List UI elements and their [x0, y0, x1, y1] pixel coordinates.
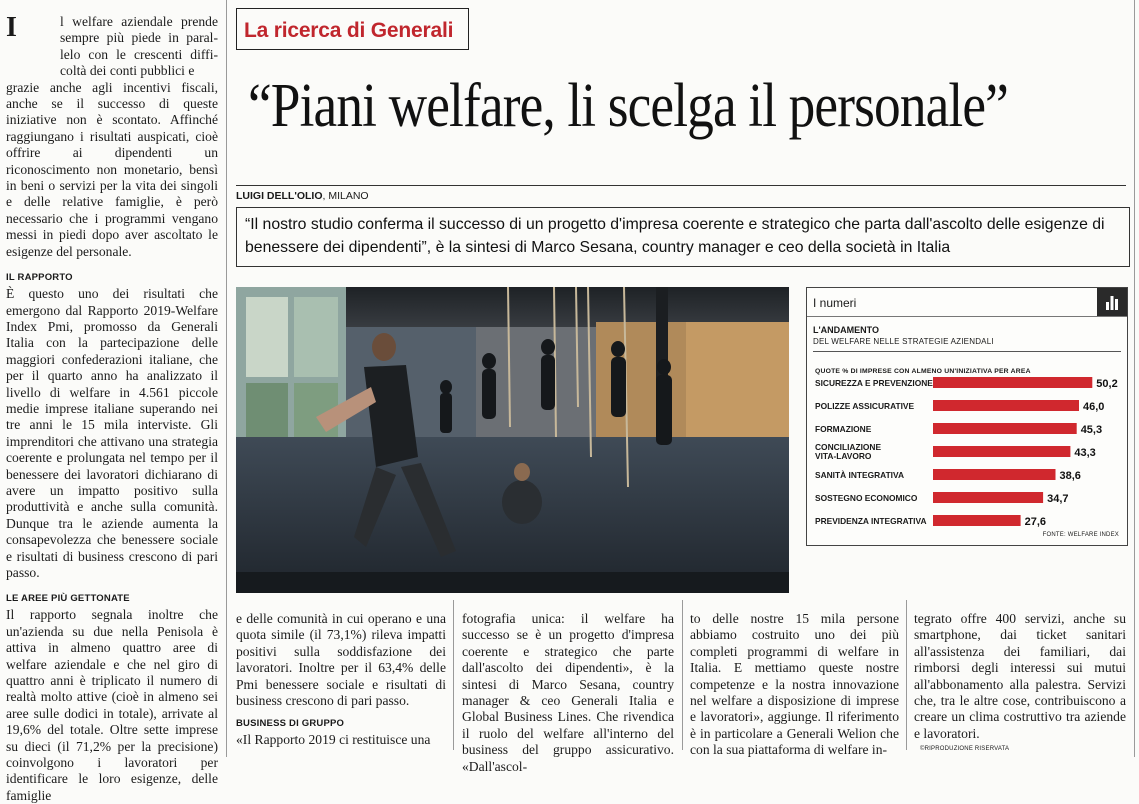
bar-value-label: 50,2 [1096, 378, 1118, 390]
bar-category-label: CONCILIAZIONE VITA-LAVORO [815, 442, 882, 461]
reproduction-note: ©RIPRODUZIONE RISERVATA [920, 746, 1010, 753]
bottom-column-3-text: to delle nostre 15 mila persone abbiamo costruito uno dei più completi programmi di welfare in Italia. E mettiamo queste nostre competenze e la nostra innovazione nel welfare a disposizione di imprese e lavoratori», aggiunge. Il riferimento è in particolare a Generali Welion che con la sua piattaforma di welfare in- [690, 611, 899, 758]
bar-category-label: SANITÀ INTEGRATIVA [815, 470, 905, 480]
bar-value-label: 46,0 [1083, 401, 1105, 413]
bottom-column-1 [236, 611, 446, 749]
byline [236, 185, 1126, 202]
bar-value-label: 38,6 [1059, 470, 1081, 482]
gym-photo [236, 287, 789, 593]
byline-author: LUIGI DELL'OLIO [236, 190, 323, 202]
bar-category-label: SOSTEGNO ECONOMICO [815, 493, 918, 503]
paragraph-rapporto: È questo uno dei risultati che emergono dal Rapporto 2019-Welfare Index Pmi, promosso da Generali Italia con la partecipazione delle maggiori confederazioni italiane, che per il quarto anno ha analizzato il livello di welfare in 4.561 piccole medie imprese italiane superando nei tre anni le 15 mila interviste. Gli imprenditori che attivano una strategia coerente e prolungata nel tempo per il benessere dei lavoratori dichiarano di avere un impatto positivo sulla produttività e anche sulla comunità. Dunque tra le aziende aumenta la consapevolezza che benessere sociale e risultati di business crescono di pari passo. [6, 286, 218, 580]
headline: “Piani welfare, li scelga il personale” [248, 72, 1008, 140]
chart-divider [813, 351, 1121, 352]
bar-value-label: 27,6 [1024, 516, 1047, 528]
summary-text: “Il nostro studio conferma il successo di un progetto d'impresa coerente e strategico che parta dall'ascolto delle esigenze di benessere dei dipendenti”, è la sintesi di Marco Sesana, country manager e ceo della società in Italia [245, 216, 1105, 256]
bottom-column-3 [690, 611, 899, 759]
intro-first-lines: l welfare aziendale prende sempre più piede in paral-lelo con le crescenti diffi-coltà dei conti pubblici e [60, 14, 218, 79]
bar [933, 515, 1021, 526]
gym-photo-illustration [236, 287, 789, 593]
bar [933, 377, 1092, 388]
chart-quote-label: QUOTE % DI IMPRESE CON ALMENO UN'INIZIATIVA PER AREA [815, 368, 1031, 375]
chart-source: FONTE: WELFARE INDEX [1042, 532, 1119, 538]
chart-header [807, 288, 1127, 317]
page-right-edge [1134, 0, 1135, 757]
chart-subtitle: DEL WELFARE NELLE STRATEGIE AZIENDALI [813, 337, 994, 346]
intro-paragraph: grazie anche agli incentivi fiscali, anche se il successo di queste iniziative non è scontato. Affinché raggiungano i risultati auspicati, cioè offrire ai dipendenti un riconoscimento non monetario, bensì in beni o servizi per la vita dei singoli e delle relative famiglie, è però necessario che i programmi vengano messi in piedi dopo aver ascoltato le esigenze del personale. [6, 79, 218, 259]
bar-category-label: SICUREZZA E PREVENZIONE [815, 378, 933, 388]
kicker-text: La ricerca di Generali [244, 19, 454, 42]
left-column [6, 14, 218, 804]
bar [933, 446, 1070, 457]
bar-chart [807, 376, 1127, 536]
summary-box [236, 207, 1130, 267]
byline-place: , MILANO [322, 190, 369, 202]
column-divider [226, 0, 227, 757]
subheading-aree: LE AREE PIÙ GETTONATE [6, 593, 130, 605]
bottom-divider-3 [906, 600, 907, 750]
bar [933, 400, 1079, 411]
bar-value-label: 45,3 [1080, 424, 1103, 436]
bottom-column-2-text: fotografia unica: il welfare ha successo se è un progetto d'impresa coerente e strategico che parte dall'ascolto dei dipendenti», è la sintesi di Marco Sesana, country manager & ceo Generali Italia e Global Business Lines. Che rivendica il ruolo del welfare all'interno del business del gruppo assicurativo. «Dall'ascol- [462, 611, 674, 774]
bar [933, 469, 1056, 480]
bar-category-label: FORMAZIONE [815, 424, 872, 434]
kicker-box [236, 8, 469, 50]
paragraph-aree: Il rapporto segnala inoltre che un'azienda su due nella Penisola è attiva in almeno quattro aree di welfare aziendale e che nel giro di quattro anni è triplicato il numero di realtà molto attive (cioè in almeno sei aree sulle dodici in totale), arrivate al 19,6% del totale. Oltre sette imprese su dieci (il 71,2% per la precisione) coinvolgono i lavoratori per identificare le loro esigenze, delle famiglie [6, 607, 218, 803]
bar-value-label: 34,7 [1047, 493, 1069, 505]
bottom-divider-1 [453, 600, 454, 750]
chart-header-text: I numeri [813, 296, 857, 310]
bottom-column-4 [914, 611, 1126, 752]
chart-header-accent [1097, 288, 1127, 316]
chart-title: L'ANDAMENTO [813, 325, 879, 335]
bottom-column-2 [462, 611, 674, 775]
bottom-divider-2 [682, 600, 683, 750]
bottom-column-1-text: e delle comunità in cui operano e una quota simile (il 73,1%) rileva impatti positivi sulla soddisfazione dei lavoratori. Inoltre per il 63,4% delle Pmi benessere sociale e risultati di business crescono di pari passo. [236, 611, 446, 709]
bar [933, 492, 1043, 503]
subheading-business: BUSINESS DI GRUPPO [236, 718, 345, 730]
bar-category-label: PREVIDENZA INTEGRATIVA [815, 516, 927, 526]
dropcap: I [6, 12, 17, 43]
bar [933, 423, 1077, 434]
chart-box [806, 287, 1128, 546]
bar-category-label: POLIZZE ASSICURATIVE [815, 401, 915, 411]
bar-chart-icon [1097, 288, 1127, 316]
bottom-column-1-end: «Il Rapporto 2019 ci restituisce una [236, 732, 431, 748]
bar-value-label: 43,3 [1074, 447, 1096, 459]
bottom-column-4-text: tegrato offre 400 servizi, anche su smartphone, dai ticket sanitari all'assistenza dei familiari, dai rimborsi degli interessi sui mutui all'abbonamento alla palestra. Servizi che, tra le altre cose, contribuiscono a creare un clima costruttivo tra aziende e lavoratori. [914, 611, 1126, 741]
subheading-rapporto: IL RAPPORTO [6, 272, 73, 284]
